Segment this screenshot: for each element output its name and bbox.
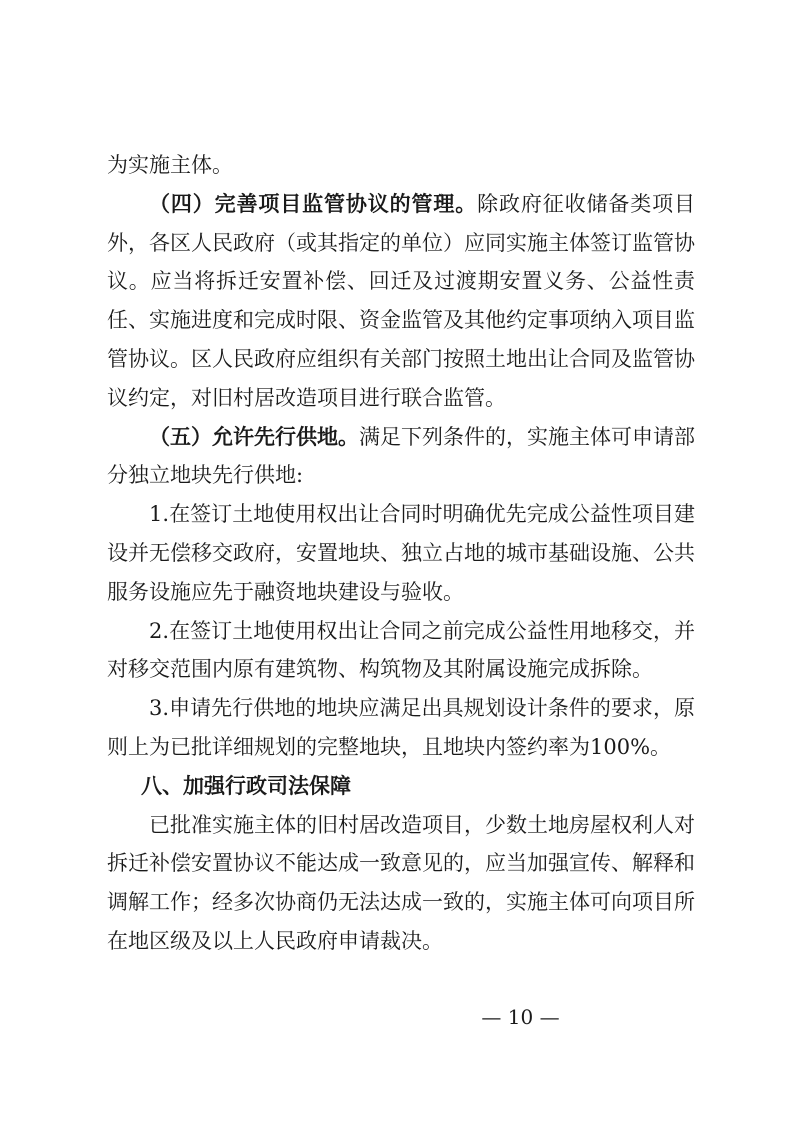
subheading-supervision-agreement: （四）完善项目监管协议的管理。 [149,190,478,216]
paragraph-ruling: 已批准实施主体的旧村居改造项目，少数土地房屋权利人对拆迁补偿安置协议不能达成一致意见的，应当加强宣传、解释和调解工作；经多次协商仍无法达成一致的，实施主体可向项目所在地区级及以上人民政府申请裁决。 [107,812,695,953]
list-item-condition-2: 2.在签订土地使用权出让合同之前完成公益性用地移交，并对移交范围内原有建筑物、构筑物及其附属设施完成拆除。 [107,618,695,682]
paragraph-early-land-supply [107,418,695,496]
list-item-condition-1: 1.在签订土地使用权出让合同时明确优先完成公益性项目建设并无偿移交政府，安置地块、独立占地的城市基础设施、公共服务设施应先于融资地块建设与验收。 [107,502,695,604]
paragraph-supervision-agreement [107,185,695,418]
paragraph-continuation: 为实施主体。 [107,153,233,177]
paragraph-text: 满足下列条件的，实施主体可申请部分独立地块先行供地: [107,424,695,488]
paragraph-text: 除政府征收储备类项目外，各区人民政府（或其指定的单位）应同实施主体签订监管协议。应当将拆迁安置补偿、回迁及过渡期安置义务、公益性责任、实施进度和完成时限、资金监管及其他约定事项纳入项目监管协议。区人民政府应组织有关部门按照土地出让合同及监管协议约定，对旧村居改造项目进行联合监管。 [107,191,695,410]
page-number: — 10 — [481,1005,560,1029]
list-item-condition-3: 3.申请先行供地的地块应满足出具规划设计条件的要求，原则上为已批详细规划的完整地块，且地块内签约率为100%。 [107,696,695,759]
body-text [107,146,695,961]
subheading-early-land-supply: （五）允许先行供地。 [149,423,359,449]
section-heading-legal-guarantee: 八、加强行政司法保障 [141,773,351,798]
